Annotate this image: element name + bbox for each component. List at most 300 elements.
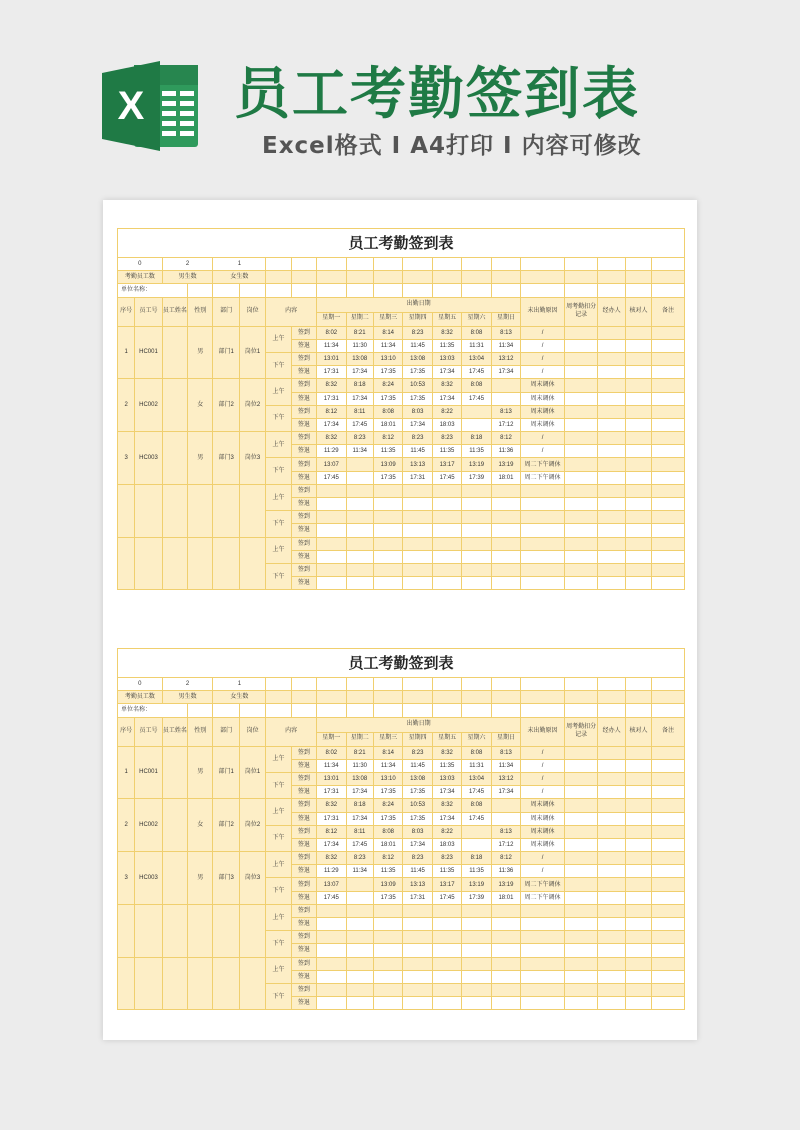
time-cell bbox=[432, 904, 461, 917]
time-cell: 17:34 bbox=[491, 786, 520, 799]
cell bbox=[598, 445, 625, 458]
cell bbox=[373, 271, 402, 284]
table-row bbox=[118, 432, 685, 445]
table-row bbox=[118, 326, 685, 339]
time-cell: 8:02 bbox=[317, 326, 346, 339]
time-cell bbox=[432, 944, 461, 957]
excel-logo-icon bbox=[100, 55, 202, 157]
time-cell: 13:19 bbox=[462, 458, 491, 471]
cell bbox=[625, 691, 651, 704]
time-cell: 11:35 bbox=[462, 865, 491, 878]
cell bbox=[625, 983, 651, 996]
reason-cell bbox=[521, 983, 565, 996]
cell bbox=[625, 891, 651, 904]
cell bbox=[652, 865, 685, 878]
reason-cell: / bbox=[521, 432, 565, 445]
seq-cell: 1 bbox=[118, 326, 135, 379]
banner bbox=[0, 0, 800, 190]
time-cell: 13:09 bbox=[373, 458, 402, 471]
cell bbox=[564, 418, 598, 431]
time-cell: 13:19 bbox=[491, 458, 520, 471]
cell bbox=[598, 366, 625, 379]
sign-out-label: 签退 bbox=[291, 550, 316, 563]
cell bbox=[598, 471, 625, 484]
time-cell: 11:34 bbox=[373, 339, 402, 352]
cell bbox=[598, 931, 625, 944]
time-cell: 13:01 bbox=[317, 772, 346, 785]
time-cell: 11:34 bbox=[317, 339, 346, 352]
cell bbox=[598, 484, 625, 497]
time-cell: 13:03 bbox=[432, 352, 461, 365]
cell bbox=[462, 258, 491, 271]
time-cell bbox=[462, 904, 491, 917]
period-pm: 下午 bbox=[266, 458, 291, 484]
dept-cell bbox=[213, 537, 239, 590]
cell bbox=[317, 704, 346, 717]
cell bbox=[652, 498, 685, 511]
time-cell bbox=[346, 471, 373, 484]
cell bbox=[462, 704, 491, 717]
time-cell bbox=[317, 983, 346, 996]
seq-cell: 3 bbox=[118, 852, 135, 905]
time-cell: 17:12 bbox=[491, 838, 520, 851]
time-cell bbox=[317, 563, 346, 576]
time-cell bbox=[462, 944, 491, 957]
unit-name-label: 单位名称： bbox=[118, 704, 188, 717]
post-cell bbox=[239, 537, 265, 590]
female-count: 1 bbox=[213, 678, 266, 691]
cell bbox=[652, 825, 685, 838]
cell bbox=[625, 918, 651, 931]
sign-in-label: 签到 bbox=[291, 405, 316, 418]
time-cell: 8:08 bbox=[462, 799, 491, 812]
time-cell: 8:13 bbox=[491, 746, 520, 759]
time-cell bbox=[491, 524, 520, 537]
cell bbox=[598, 418, 625, 431]
reason-cell: / bbox=[521, 852, 565, 865]
cell bbox=[598, 458, 625, 471]
time-cell bbox=[403, 904, 432, 917]
attendance-grid bbox=[117, 648, 685, 1010]
reason-cell bbox=[521, 511, 565, 524]
time-cell bbox=[462, 418, 491, 431]
cell bbox=[652, 678, 685, 691]
cell bbox=[625, 366, 651, 379]
emp-id-cell: HC002 bbox=[135, 379, 162, 432]
time-cell bbox=[346, 563, 373, 576]
cell bbox=[598, 918, 625, 931]
time-cell bbox=[462, 970, 491, 983]
time-cell: 17:45 bbox=[346, 418, 373, 431]
time-cell bbox=[317, 970, 346, 983]
reason-cell: / bbox=[521, 772, 565, 785]
emp-name-cell bbox=[162, 852, 187, 905]
cell bbox=[598, 772, 625, 785]
col-header-dept: 部门 bbox=[213, 297, 239, 326]
cell bbox=[652, 458, 685, 471]
time-cell: 17:31 bbox=[317, 366, 346, 379]
time-cell: 11:34 bbox=[491, 339, 520, 352]
cell bbox=[564, 432, 598, 445]
cell bbox=[317, 678, 346, 691]
col-header-seq: 序号 bbox=[118, 717, 135, 746]
time-cell: 17:34 bbox=[432, 786, 461, 799]
cell bbox=[598, 379, 625, 392]
time-cell: 17:31 bbox=[403, 471, 432, 484]
time-cell: 13:03 bbox=[432, 772, 461, 785]
cell bbox=[598, 997, 625, 1010]
time-cell bbox=[403, 957, 432, 970]
time-cell bbox=[403, 563, 432, 576]
cell bbox=[266, 271, 291, 284]
cell bbox=[625, 458, 651, 471]
reason-cell: / bbox=[521, 746, 565, 759]
time-cell bbox=[432, 498, 461, 511]
cell bbox=[564, 471, 598, 484]
cell bbox=[598, 852, 625, 865]
time-cell bbox=[403, 918, 432, 931]
gender-cell bbox=[188, 537, 213, 590]
time-cell bbox=[432, 550, 461, 563]
time-cell: 8:23 bbox=[432, 432, 461, 445]
sign-out-label: 签退 bbox=[291, 759, 316, 772]
gender-cell: 男 bbox=[188, 326, 213, 379]
time-cell: 13:04 bbox=[462, 352, 491, 365]
cell bbox=[564, 865, 598, 878]
reason-cell: 周二下午调休 bbox=[521, 471, 565, 484]
cell bbox=[625, 326, 651, 339]
reason-cell: 周末调休 bbox=[521, 379, 565, 392]
time-cell bbox=[403, 970, 432, 983]
time-cell: 8:14 bbox=[373, 746, 402, 759]
female-count-label: 女生数 bbox=[213, 271, 266, 284]
weekday-header: 星期二 bbox=[346, 312, 373, 326]
time-cell bbox=[491, 957, 520, 970]
col-header-gender: 性别 bbox=[188, 717, 213, 746]
cell bbox=[564, 498, 598, 511]
time-cell bbox=[317, 997, 346, 1010]
sign-in-label: 签到 bbox=[291, 799, 316, 812]
time-cell bbox=[346, 891, 373, 904]
cell bbox=[403, 271, 432, 284]
cell bbox=[652, 258, 685, 271]
time-cell bbox=[403, 577, 432, 590]
time-cell: 8:23 bbox=[346, 852, 373, 865]
time-cell: 8:13 bbox=[491, 405, 520, 418]
cell bbox=[625, 904, 651, 917]
sign-out-label: 签退 bbox=[291, 524, 316, 537]
time-cell bbox=[373, 484, 402, 497]
time-cell bbox=[403, 931, 432, 944]
time-cell bbox=[317, 944, 346, 957]
time-cell: 8:12 bbox=[317, 405, 346, 418]
time-cell: 13:08 bbox=[403, 772, 432, 785]
cell bbox=[625, 678, 651, 691]
dept-cell: 部门2 bbox=[213, 379, 239, 432]
employee-count-label: 考勤员工数 bbox=[118, 691, 163, 704]
time-cell: 13:13 bbox=[403, 458, 432, 471]
cell bbox=[598, 983, 625, 996]
time-cell: 8:03 bbox=[403, 825, 432, 838]
cell bbox=[598, 550, 625, 563]
time-cell: 17:34 bbox=[432, 812, 461, 825]
time-cell: 11:35 bbox=[432, 339, 461, 352]
time-cell: 11:45 bbox=[403, 759, 432, 772]
time-cell bbox=[462, 405, 491, 418]
period-am: 上午 bbox=[266, 852, 291, 878]
weekday-header: 星期五 bbox=[432, 312, 461, 326]
period-pm: 下午 bbox=[266, 352, 291, 378]
time-cell: 17:35 bbox=[373, 786, 402, 799]
cell bbox=[564, 326, 598, 339]
gender-cell bbox=[188, 904, 213, 957]
reason-cell bbox=[521, 563, 565, 576]
time-cell bbox=[346, 511, 373, 524]
sign-out-label: 签退 bbox=[291, 786, 316, 799]
time-cell bbox=[432, 983, 461, 996]
cell bbox=[652, 970, 685, 983]
cell bbox=[432, 271, 461, 284]
time-cell: 8:23 bbox=[403, 746, 432, 759]
time-cell bbox=[317, 957, 346, 970]
time-cell: 11:35 bbox=[373, 865, 402, 878]
cell bbox=[598, 511, 625, 524]
time-cell: 17:45 bbox=[432, 891, 461, 904]
col-header-checker: 核对人 bbox=[625, 297, 651, 326]
cell bbox=[652, 563, 685, 576]
time-cell: 17:45 bbox=[462, 392, 491, 405]
cell bbox=[652, 944, 685, 957]
time-cell bbox=[491, 944, 520, 957]
time-cell bbox=[403, 537, 432, 550]
time-cell: 11:35 bbox=[373, 445, 402, 458]
cell bbox=[317, 284, 346, 297]
time-cell bbox=[346, 537, 373, 550]
cell bbox=[598, 537, 625, 550]
time-cell: 8:08 bbox=[373, 825, 402, 838]
col-header-content: 内容 bbox=[266, 297, 317, 326]
time-cell: 17:35 bbox=[373, 366, 402, 379]
cell bbox=[564, 746, 598, 759]
time-cell bbox=[491, 550, 520, 563]
cell bbox=[625, 339, 651, 352]
time-cell bbox=[373, 511, 402, 524]
cell bbox=[652, 392, 685, 405]
seq-cell: 2 bbox=[118, 799, 135, 852]
cell bbox=[291, 704, 316, 717]
time-cell: 8:13 bbox=[491, 326, 520, 339]
sign-out-label: 签退 bbox=[291, 577, 316, 590]
post-cell: 岗位3 bbox=[239, 852, 265, 905]
cell bbox=[462, 691, 491, 704]
sign-in-label: 签到 bbox=[291, 484, 316, 497]
post-cell bbox=[239, 484, 265, 537]
time-cell: 18:03 bbox=[432, 418, 461, 431]
cell bbox=[564, 786, 598, 799]
col-header-emp-name: 员工姓名 bbox=[162, 717, 187, 746]
cell bbox=[491, 284, 520, 297]
col-header-reason: 未出勤原因 bbox=[521, 717, 565, 746]
sign-out-label: 签退 bbox=[291, 498, 316, 511]
time-cell: 17:35 bbox=[403, 392, 432, 405]
sign-out-label: 签退 bbox=[291, 891, 316, 904]
cell bbox=[625, 511, 651, 524]
cell bbox=[564, 537, 598, 550]
time-cell bbox=[373, 524, 402, 537]
time-cell: 17:34 bbox=[432, 366, 461, 379]
cell bbox=[188, 284, 213, 297]
cell bbox=[564, 284, 598, 297]
time-cell: 11:36 bbox=[491, 865, 520, 878]
cell bbox=[564, 931, 598, 944]
time-cell bbox=[491, 379, 520, 392]
col-header-emp-id: 员工号 bbox=[135, 717, 162, 746]
sign-in-label: 签到 bbox=[291, 563, 316, 576]
cell bbox=[625, 484, 651, 497]
time-cell bbox=[462, 537, 491, 550]
period-pm: 下午 bbox=[266, 983, 291, 1009]
time-cell: 11:35 bbox=[462, 445, 491, 458]
female-count-label: 女生数 bbox=[213, 691, 266, 704]
time-cell: 13:01 bbox=[317, 352, 346, 365]
cell bbox=[652, 852, 685, 865]
post-cell: 岗位2 bbox=[239, 379, 265, 432]
cell bbox=[564, 563, 598, 576]
cell bbox=[266, 704, 291, 717]
gender-cell: 女 bbox=[188, 379, 213, 432]
cell bbox=[652, 366, 685, 379]
time-cell bbox=[462, 997, 491, 1010]
cell bbox=[625, 577, 651, 590]
sign-in-label: 签到 bbox=[291, 904, 316, 917]
time-cell: 17:35 bbox=[373, 392, 402, 405]
weekday-header: 星期四 bbox=[403, 732, 432, 746]
col-header-emp-name: 员工姓名 bbox=[162, 297, 187, 326]
time-cell bbox=[346, 944, 373, 957]
col-header-emp-id: 员工号 bbox=[135, 297, 162, 326]
cell bbox=[564, 944, 598, 957]
emp-name-cell bbox=[162, 537, 187, 590]
cell bbox=[346, 284, 373, 297]
cell bbox=[625, 772, 651, 785]
cell bbox=[625, 704, 651, 717]
gender-cell: 女 bbox=[188, 799, 213, 852]
sign-in-label: 签到 bbox=[291, 352, 316, 365]
time-cell: 17:45 bbox=[346, 838, 373, 851]
cell bbox=[346, 691, 373, 704]
cell bbox=[652, 759, 685, 772]
cell bbox=[652, 577, 685, 590]
cell bbox=[625, 852, 651, 865]
cell bbox=[598, 271, 625, 284]
cell bbox=[403, 258, 432, 271]
weekday-header: 星期五 bbox=[432, 732, 461, 746]
time-cell bbox=[491, 812, 520, 825]
period-am: 上午 bbox=[266, 746, 291, 772]
col-header-dates: 出勤日期 bbox=[317, 297, 521, 312]
cell bbox=[598, 326, 625, 339]
col-header-gender: 性别 bbox=[188, 297, 213, 326]
time-cell: 17:34 bbox=[346, 786, 373, 799]
cell bbox=[564, 759, 598, 772]
period-pm: 下午 bbox=[266, 563, 291, 589]
sign-in-label: 签到 bbox=[291, 852, 316, 865]
time-cell: 17:34 bbox=[317, 838, 346, 851]
cell bbox=[598, 339, 625, 352]
cell bbox=[625, 432, 651, 445]
period-am: 上午 bbox=[266, 537, 291, 563]
time-cell bbox=[432, 563, 461, 576]
reason-cell bbox=[521, 997, 565, 1010]
cell bbox=[564, 704, 598, 717]
time-cell bbox=[373, 983, 402, 996]
cell bbox=[403, 704, 432, 717]
weekday-header: 星期六 bbox=[462, 312, 491, 326]
time-cell: 13:12 bbox=[491, 352, 520, 365]
cell bbox=[564, 878, 598, 891]
cell bbox=[564, 970, 598, 983]
cell bbox=[564, 511, 598, 524]
time-cell: 11:45 bbox=[403, 865, 432, 878]
time-cell bbox=[317, 550, 346, 563]
cell bbox=[625, 825, 651, 838]
emp-name-cell bbox=[162, 957, 187, 1010]
time-cell: 17:31 bbox=[403, 891, 432, 904]
cell bbox=[652, 511, 685, 524]
cell bbox=[521, 271, 565, 284]
cell bbox=[652, 284, 685, 297]
cell bbox=[564, 484, 598, 497]
time-cell: 17:31 bbox=[317, 812, 346, 825]
time-cell bbox=[491, 498, 520, 511]
employee-count-label: 考勤员工数 bbox=[118, 271, 163, 284]
emp-name-cell bbox=[162, 746, 187, 799]
cell bbox=[239, 704, 265, 717]
seq-cell bbox=[118, 957, 135, 1010]
time-cell bbox=[346, 918, 373, 931]
cell bbox=[403, 284, 432, 297]
time-cell bbox=[491, 997, 520, 1010]
time-cell bbox=[462, 550, 491, 563]
gender-cell: 男 bbox=[188, 746, 213, 799]
time-cell bbox=[317, 484, 346, 497]
dept-cell bbox=[213, 484, 239, 537]
cell bbox=[564, 339, 598, 352]
sign-out-label: 签退 bbox=[291, 339, 316, 352]
time-cell: 8:24 bbox=[373, 379, 402, 392]
sign-in-label: 签到 bbox=[291, 379, 316, 392]
sign-out-label: 签退 bbox=[291, 366, 316, 379]
cell bbox=[625, 997, 651, 1010]
cell bbox=[652, 405, 685, 418]
cell bbox=[652, 339, 685, 352]
cell bbox=[652, 418, 685, 431]
cell bbox=[521, 691, 565, 704]
cell bbox=[346, 678, 373, 691]
time-cell: 17:34 bbox=[346, 392, 373, 405]
cell bbox=[564, 258, 598, 271]
reason-cell: / bbox=[521, 339, 565, 352]
sign-out-label: 签退 bbox=[291, 392, 316, 405]
reason-cell: 周末调休 bbox=[521, 799, 565, 812]
emp-id-cell bbox=[135, 904, 162, 957]
time-cell bbox=[346, 878, 373, 891]
weekday-header: 星期三 bbox=[373, 732, 402, 746]
sign-out-label: 签退 bbox=[291, 471, 316, 484]
cell bbox=[564, 891, 598, 904]
employee-count: 0 bbox=[118, 678, 163, 691]
cell bbox=[188, 704, 213, 717]
